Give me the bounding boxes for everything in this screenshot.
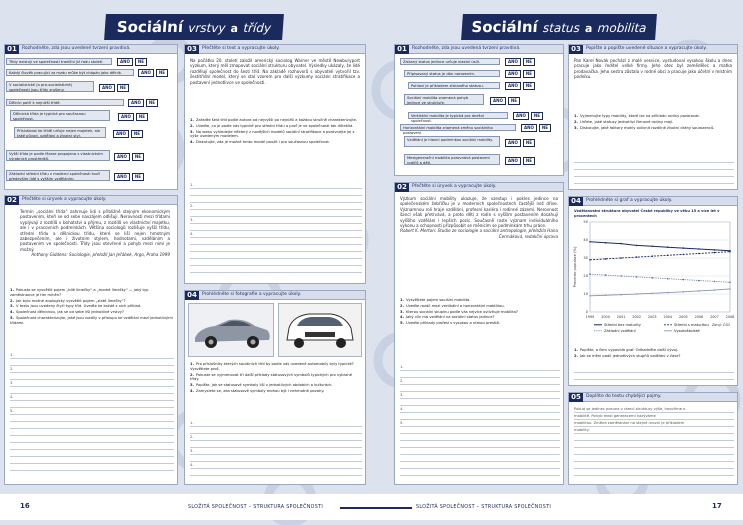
exercise-number: 02: [5, 196, 19, 205]
ne-box[interactable]: NE: [523, 157, 535, 165]
car-photo-compact: [278, 303, 362, 357]
statement-4: Dělníci patří k nejnižší třídě.: [6, 99, 124, 106]
footer-text: SLOŽITÁ SPOLEČNOST – STRUKTURA SPOLEČNOSTI: [188, 505, 324, 510]
answer-group: [513, 112, 543, 120]
exercise-number: 05: [569, 393, 583, 402]
data-point: [620, 294, 622, 296]
question: 5. Uveďte příklady profesí s vysokou a nízkou prestiží.: [400, 321, 501, 326]
data-point: [636, 256, 638, 258]
statement-1: Získaný status jedince určuje vlastní úsilí.: [400, 58, 500, 65]
question-list: [400, 298, 560, 360]
exercise-number: 04: [569, 197, 583, 206]
data-point: [620, 275, 622, 277]
excerpt-text: Na počátku 20. století založil americký sociolog Warner ve městě Newburyport výzkum, který měl zmapovat sociální strukturu obyvatel. Výsledky ukázaly, že lidé rozdělují společnost do šesti tříd. Na základě rozhovorů s obyvateli vytvořil tzv. šestitřídní model, který se stal vzorem pro další výzkumy sociální stratifikace a postavení jednotlivce ve společnosti.: [190, 58, 360, 85]
exercise-number: 01: [5, 45, 19, 54]
exercise-title: Přečtěte si text a vypracujte úkoly.: [202, 46, 280, 52]
ne-box[interactable]: NE: [523, 82, 535, 90]
ne-box[interactable]: NE: [136, 113, 148, 121]
data-point: [667, 278, 669, 280]
ano-box[interactable]: ANO: [99, 84, 115, 92]
data-point: [667, 255, 669, 257]
statement-3: V socialistické (a pro-socialistické) společnosti jsou třídy zrušeny.: [6, 81, 94, 92]
fill-sentence: mobilitou. Změna zaměstnání na stejné úrovni je příkladem: [574, 420, 734, 427]
x-tick-label: 2008: [725, 315, 735, 319]
data-point: [683, 279, 685, 281]
data-point: [714, 289, 716, 291]
ano-box[interactable]: ANO: [513, 112, 529, 120]
ano-box[interactable]: ANO: [113, 130, 129, 138]
ne-box[interactable]: NE: [146, 99, 158, 107]
data-point: [729, 282, 731, 284]
x-tick-label: 2007: [710, 315, 719, 319]
statement-2: Každý člověk pracující za mzdu může být chápán jako dělník.: [6, 69, 134, 76]
answer-group: [505, 139, 535, 147]
question-list: [190, 362, 362, 418]
answer-group: [505, 157, 535, 165]
question: 4. Společnost dělnickou, jak se od sebe liší jednotlivé vrstvy?: [10, 310, 124, 315]
y-tick-label: 30: [583, 256, 588, 261]
ne-box[interactable]: NE: [117, 84, 129, 92]
x-tick-label: 2004: [663, 315, 673, 319]
legend-label: Střední bez maturity: [604, 323, 641, 327]
right-page: [372, 0, 743, 525]
exercise-number: 01: [395, 45, 409, 54]
answer-group: [128, 99, 158, 107]
data-point: [636, 276, 638, 278]
question: 1. Vyjmenujte typy mobility, které lze na příkladu rodiny pozorovat.: [574, 114, 700, 118]
fill-sentence: mobilitě. Pohyb mezi generacemi nazýváme: [574, 413, 734, 420]
exercise-title: Přečtěte si úryvek a vypracujte úkoly.: [22, 197, 107, 203]
x-tick-label: 1999: [585, 315, 595, 319]
legend-label: Základní vzdělání: [604, 329, 636, 333]
x-tick-label: 2001: [616, 315, 626, 319]
data-point: [698, 290, 700, 292]
question: 5. Společnost charakterizujte, jaké jsou rozdíly v přístupu ke vzdělání mezi jednotlivými třídami.: [10, 316, 173, 325]
question: 2. Jak bylo možné analogicky vysvětlit pojem „zlaté límečky“?: [10, 298, 126, 303]
question: 2. Uveďte, co je podle vás typické pro střední třídu a proč je ve společnosti tak důležitá.: [190, 123, 354, 128]
page-number: 17: [712, 502, 722, 510]
ano-box[interactable]: ANO: [505, 157, 521, 165]
question: 4. Zamyslete se, zda statusové symboly mohou být i nehmotné povahy.: [190, 389, 325, 394]
ne-box[interactable]: NE: [523, 58, 535, 66]
answer-lines[interactable]: [574, 156, 734, 188]
answer-lines[interactable]: 1. 2. 3. 4.: [190, 182, 362, 282]
data-point: [636, 245, 638, 247]
data-point: [714, 252, 716, 254]
ne-box[interactable]: NE: [508, 97, 520, 105]
exercise-title: Přečtěte si úryvek a vypracujte úkoly.: [412, 184, 497, 190]
question: 2. Pokuste se vyjmenovat tři další příklady statusových symbolů typických pro vybrané třídy.: [190, 372, 353, 382]
fill-sentence: mobility.: [574, 427, 734, 434]
question: 1. Vysvětlete pojem sociální mobilita.: [400, 298, 471, 302]
question-list: [574, 348, 734, 366]
excerpt-text: Pan Karel Novák pochází z malé vesnice, vystudoval vysokou školu a dnes pracuje jako ředitel velké firmy. Jeho otec byl zemědělec a matka prodavačka. Jeho sestra zůstala v rodné obci a pracuje jako účetní v místním podniku.: [574, 58, 732, 80]
data-point: [698, 280, 700, 282]
ano-box[interactable]: ANO: [505, 70, 521, 78]
exercise-title: Prohlédněte si graf a vypracujte úkoly.: [586, 198, 673, 204]
answer-group: [113, 130, 143, 138]
exercise-title: Doplňte do textu chybějící pojmy.: [586, 394, 662, 400]
data-point: [651, 246, 653, 248]
answer-group: [505, 58, 535, 66]
x-tick-label: 2002: [632, 315, 641, 319]
exercise-title: Popište a popište uvedené situace a vypracujte úkoly.: [586, 46, 707, 52]
exercise-number: 04: [185, 291, 199, 300]
answer-group: [521, 124, 551, 132]
ne-box[interactable]: NE: [539, 124, 551, 132]
x-tick-label: 2006: [694, 315, 704, 319]
data-point: [605, 242, 607, 244]
ne-box[interactable]: NE: [531, 112, 543, 120]
ne-box[interactable]: NE: [156, 69, 168, 77]
question-list: [574, 114, 734, 154]
data-point: [589, 241, 591, 243]
answer-group: [138, 69, 168, 77]
question: 2. Jak se mění podíl jednotlivých stupňů vzdělání v čase?: [574, 353, 681, 358]
ano-box[interactable]: ANO: [117, 58, 133, 66]
ano-box[interactable]: ANO: [114, 173, 130, 181]
data-point: [729, 288, 731, 290]
answer-lines[interactable]: 1. 2. 3. 4. 5.: [400, 364, 560, 482]
data-point: [683, 291, 685, 293]
y-tick-label: 40: [583, 238, 588, 243]
statement-7: Vyšší třída je podle Marxe propojena s vlastnictvím výrobních prostředků.: [6, 150, 110, 161]
excerpt-text: Výzkum sociální mobility ukazuje, že vzestup i pokles jedince na společenském žebříčku je v moderních společnostech častější než dříve. Významnou roli hraje vzdělání, profesní kariéra i rodinné zázemí. Nerovnost šancí však přetrvává, a proto děti z rodin s vyšším postavením dosahují vyššího vzdělání i lepších pozic. Současně roste význam individuálního výkonu a schopnosti přizpůsobit se měnícím se podmínkám trhu práce. Robert K. Merton: Studie ze sociologie a sociální antropologie, přeložila Hana Čermáková, redakční úprava: [400, 196, 558, 239]
question: 3. Diskutujte, jaké faktory mohly ovlivnit rozdílné životní dráhy sourozenců.: [574, 125, 715, 130]
y-tick-label: 20: [583, 274, 588, 279]
data-point: [605, 274, 607, 276]
question: 3. Kterou sociální skupinu podle vás nejvíce ovlivňuje mobilita?: [400, 309, 518, 314]
statement-6: Horizontální mobilita znamená změnu sociálního postavení.: [400, 124, 516, 131]
answer-group: [117, 58, 147, 66]
answer-group: [114, 173, 144, 181]
ano-box[interactable]: ANO: [128, 99, 144, 107]
page-number: 16: [20, 502, 30, 510]
ne-box[interactable]: NE: [132, 173, 144, 181]
ano-box[interactable]: ANO: [114, 153, 130, 161]
answer-group: [114, 153, 144, 161]
exercise-title: Prohlédněte si fotografie a vypracujte úkoly.: [202, 292, 302, 298]
ano-box[interactable]: ANO: [505, 82, 521, 90]
answer-group: [505, 82, 535, 90]
footer-text: SLOŽITÁ SPOLEČNOST – STRUKTURA SPOLEČNOSTI: [416, 505, 552, 510]
ano-box[interactable]: ANO: [505, 58, 521, 66]
exercise-number: 02: [395, 183, 409, 192]
data-point: [651, 255, 653, 257]
chart-title: Vzdělanostní struktura obyvatel České republiky ve věku 15 a více let v procentech: [574, 209, 720, 218]
question: 3. Na webu vyhledejte některý z novějších modelů sociální stratifikace a porovnejte jej s výše uvedeným modelem.: [190, 129, 355, 139]
answer-group: [505, 70, 535, 78]
chart-source: Zdroj: ČSÚ: [711, 323, 730, 327]
answer-lines[interactable]: 1. 2. 3. 4.: [190, 420, 362, 482]
exercise-number: 03: [185, 45, 199, 54]
data-point: [683, 254, 685, 256]
ne-box[interactable]: NE: [132, 153, 144, 161]
data-point: [589, 273, 591, 275]
question: 3. V textu jsou uvedeny čtyři typy tříd. Uveďte ke každé z nich příklad.: [10, 304, 142, 309]
y-tick-label: 50: [583, 220, 588, 225]
statement-3: Pohlaví je příkladem získaného statusu.: [408, 82, 500, 89]
answer-group: [99, 84, 129, 92]
car-icon: [279, 304, 361, 356]
x-tick-label: 2003: [647, 315, 657, 319]
statement-4: Sociální mobilita znamená pohyb jedince ve struktuře.: [404, 94, 484, 105]
statement-5: Dělnická třída je typická pro současnou společnost.: [10, 110, 110, 121]
question-list: [190, 118, 362, 178]
ne-box[interactable]: NE: [135, 58, 147, 66]
data-point: [714, 281, 716, 283]
answer-lines[interactable]: [574, 366, 734, 384]
question: 4. Jaký vliv má vzdělání na sociální status jedince?: [400, 315, 495, 320]
answer-group: [490, 97, 520, 105]
question: 1. Pokuste se vysvětlit pojem „bílé límečky“ a „modré límečky“ — jaký typ zaměstnance je tím míněn?: [10, 288, 149, 297]
exercise-number: 03: [569, 45, 583, 54]
answer-group: [118, 113, 148, 121]
fill-in-text[interactable]: [574, 406, 734, 482]
statement-5: Vertikální mobilita je typická pro dnešní společnost.: [408, 112, 508, 119]
exercise-title: Rozhodněte, zda jsou uvedené tvrzení pravdivá.: [22, 46, 131, 52]
ne-box[interactable]: NE: [131, 130, 143, 138]
ano-box[interactable]: ANO: [505, 139, 521, 147]
data-point: [729, 251, 731, 253]
car-photo-luxury: [188, 303, 274, 357]
data-point: [698, 253, 700, 255]
statement-8: Mezigenerační mobilita porovnává postavení rodičů a dětí.: [404, 154, 500, 165]
data-point: [698, 248, 700, 250]
fill-sentence: Pokud se jedinec posune v rámci struktury výše, hovoříme o: [574, 406, 734, 413]
data-point: [636, 293, 638, 295]
excerpt-source: Robert K. Merton: Studie ze sociologie a sociální antropologie, přeložila Hana Čermáková, redakční úprava: [400, 228, 558, 239]
data-point: [589, 295, 591, 297]
y-tick-label: 10: [583, 292, 588, 297]
question: 1. Pro příslušníky kterých sociálních tříd by podle vás uvedené automobily byly typické? Vysvětlete proč.: [190, 362, 354, 371]
answer-lines[interactable]: 1. 2. 3. 4. 5.: [10, 352, 174, 480]
footer-bar: [340, 507, 372, 509]
question: 2. Určete, jaké statusy jednotliví členové rodiny mají.: [574, 119, 674, 124]
y-tick-label: 0: [585, 310, 588, 315]
data-point: [620, 257, 622, 259]
statement-2: Připisovaný status je dán narozením.: [404, 70, 500, 77]
statement-8: Základní střední třídu v moderní společnosti tvoří především lidé s vyšším vzděláním.: [6, 170, 110, 181]
ano-box[interactable]: ANO: [138, 69, 154, 77]
excerpt-text: Termín „sociální třída“ zahrnuje lidi s přibližně stejným ekonomickým postavením, kteří se od sebe navzájem odlišují. Nerovnosti mezi třídami vyplývají z rozdílů v bohatství a příjmu, z rozdílů ve vlastnictví majetku, ale i v pracovních podmínkách. Většina sociologů rozlišuje vyšší třídu, střední třídu a dělnickou třídu, které se liší nejen hmotným zabezpečením, ale i životním stylem, hodnotami, vzděláním a postavením ve společnosti. Třídy jsou otevřené a pohyb mezi nimi je možný. Anthony Giddens: Sociologie, přeložil Jan Jeřábek, Argo, Praha 1999: [20, 209, 170, 258]
question: 1. Zařaďte šest tříd podle autora od nejvyšší po nejnižší a každou stručně charakterizujte.: [190, 118, 358, 122]
page-title: Sociální status a mobilita: [461, 14, 657, 40]
legend-label: Vysokoškolské: [674, 329, 700, 333]
data-point: [714, 249, 716, 251]
statement-6: Příslušnost ke třídě určuje nejen majetek, ale také původ, vzdělání a životní styl.: [14, 127, 106, 138]
question: 1. Popište, o čem vypovídá graf. Odhadněte další vývoj.: [574, 348, 679, 352]
question: 2. Uveďte rozdíl mezi vertikální a horizontální mobilitou.: [400, 303, 505, 308]
data-point: [667, 292, 669, 294]
question: 3. Popište, jak se statusové symboly liší v jednotlivých obdobích a kulturách.: [190, 383, 333, 388]
statement-7: Vzdělání je hlavní podmínkou sociální mobility.: [404, 136, 500, 147]
ne-box[interactable]: NE: [523, 70, 535, 78]
data-point: [589, 259, 591, 261]
exercise-title: Rozhodněte, zda jsou uvedená tvrzení pravdivá.: [412, 46, 521, 52]
data-point: [605, 294, 607, 296]
data-point: [605, 258, 607, 260]
statement-1: Třídy existují ve společnosti tradiční již řadu století.: [6, 58, 112, 65]
legend-label: Střední s maturitou: [674, 323, 709, 327]
data-point: [651, 292, 653, 294]
x-tick-label: 2000: [601, 315, 610, 319]
page-title: Sociální vrstvy a třídy: [104, 14, 284, 40]
excerpt-source: Anthony Giddens: Sociologie, přeložil Jan Jeřábek, Argo, Praha 1999: [31, 252, 170, 258]
line-chart: [572, 214, 736, 346]
ano-box[interactable]: ANO: [118, 113, 134, 121]
plot-area: [590, 222, 730, 312]
ano-box[interactable]: ANO: [490, 97, 506, 105]
data-point: [620, 243, 622, 245]
data-point: [667, 246, 669, 248]
car-icon: [189, 304, 273, 356]
y-axis-label: Procento populace (%): [573, 246, 577, 288]
question-list: [10, 288, 174, 348]
x-tick-label: 2005: [679, 315, 688, 319]
question: 4. Diskutujte, zda je možné tento model použít i pro současnou společnost.: [190, 140, 331, 145]
data-point: [683, 247, 685, 249]
ne-box[interactable]: NE: [523, 139, 535, 147]
data-point: [651, 277, 653, 279]
footer-bar: [372, 507, 412, 509]
ano-box[interactable]: ANO: [521, 124, 537, 132]
